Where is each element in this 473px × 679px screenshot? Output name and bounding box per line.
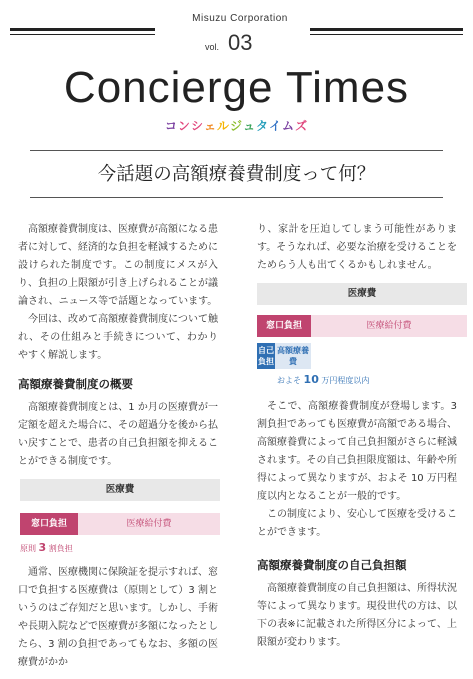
diagram-high-cost (257, 283, 467, 390)
volume-label: vol. (205, 42, 220, 52)
diagram-medical-cost (20, 479, 220, 558)
diagram-total-bar: 医療費 (257, 283, 467, 305)
subtitle-char: ェ (203, 119, 217, 133)
diagram-reduced-row (257, 343, 467, 369)
subtitle-char: ジ (229, 119, 243, 133)
diagram-split-row (20, 513, 220, 535)
diagram-benefit-bar: 医療給付費 (78, 513, 220, 535)
headline-rule-top (30, 150, 443, 151)
subtitle-char: コ (164, 119, 178, 133)
subtitle-char: ュ (243, 119, 257, 133)
diagram-benefit-bar: 医療給付費 (311, 315, 467, 337)
subtitle-char: タ (256, 119, 270, 133)
note-prefix: 原則 (20, 544, 36, 553)
diagram-split-row (257, 315, 467, 337)
paragraph: り、家計を圧迫してしまう可能性があります。そうなれば、必要な治療を受けることをためらう人も出てくるかもしれません。 (257, 224, 457, 271)
headline: 今話題の高額療養費制度って何？ (97, 164, 376, 185)
left-column (18, 221, 218, 672)
subtitle-char: ズ (295, 119, 309, 133)
section-heading: 高額療養費制度の自己負担額 (257, 558, 407, 572)
paragraph: 通常、医療機関に保険証を提示すれば、窓口で負担する医療費は（原則として）3 割というのはご存知だと思います。しかし、手術や長期入院などで医療費が多額になったとしたら、3 割の負担であってもなお、多額の医療費がかか (18, 567, 218, 668)
paragraph: 高額療養費制度の自己負担額は、所得状況等によって異なります。現役世代の方は、以下の表※に記載された所得区分によって、上限額が変わります。 (257, 583, 457, 648)
subtitle-char: ル (216, 119, 230, 133)
paragraph: 今回は、改めて高額療養費制度について触れ、その仕組みと手続きについて、わかりやすく解説します。 (18, 314, 218, 361)
diagram-total-bar: 医療費 (20, 479, 220, 501)
newsletter-title: Concierge Times (63, 63, 410, 112)
diagram-note (20, 539, 220, 558)
paragraph: 高額療養費制度は、医療費が高額になる患者に対して、経済的な負担を軽減するために設けられた制度です。この制度にメスが入り、負担の上限額が引き上げられることが議論され、ニュース等で話題となっています。 (18, 224, 218, 307)
diagram-self-pay-bar: 窓口負担 (20, 513, 78, 535)
paragraph: この制度により、安心して医療を受けることができます。 (257, 509, 457, 538)
subtitle-char: イ (269, 119, 283, 133)
diagram-self-pay-bar: 窓口負担 (257, 315, 311, 337)
note-suffix: 万円程度以内 (321, 376, 370, 385)
paragraph: そこで、高額療養費制度が登場します。3 割負担であっても医療費が高額である場合、高額療養費によって自己負担額がさらに軽減されます。その自己負担限度額は、年齢や所得によって異なりますが、およそ 10 万円程度以内となることが一般的です。 (257, 401, 457, 502)
masthead-rule-left-thin (10, 34, 155, 35)
note-number: 3 (38, 541, 47, 554)
masthead-rule-left (10, 28, 155, 31)
paragraph: 高額療養費制度とは、1 か月の医療費が一定額を超えた場合に、その超過分を後から払い戻すことで、患者の自己負担額を抑えることができる制度です。 (18, 402, 218, 467)
diagram-note (257, 371, 467, 390)
note-suffix: 割負担 (48, 544, 73, 553)
corporation-name: Misuzu Corporation (192, 13, 288, 24)
diagram-self-burden-bar: 自己負担 (257, 343, 275, 369)
masthead-rule-right-thin (310, 34, 463, 35)
subtitle-char: ム (282, 119, 296, 133)
section-heading: 高額療養費制度の概要 (18, 377, 133, 391)
subtitle-char: ン (177, 119, 191, 133)
masthead-rule-right (310, 28, 463, 31)
note-number: 10 (303, 373, 319, 386)
note-prefix: およそ (277, 376, 301, 385)
subtitle-char: シ (190, 119, 204, 133)
newsletter-subtitle (0, 117, 473, 134)
headline-rule-bottom (30, 197, 443, 198)
volume-number: 03 (228, 30, 253, 55)
right-column (257, 221, 457, 652)
diagram-kogaku-bar: 高額療養費 (275, 343, 311, 369)
